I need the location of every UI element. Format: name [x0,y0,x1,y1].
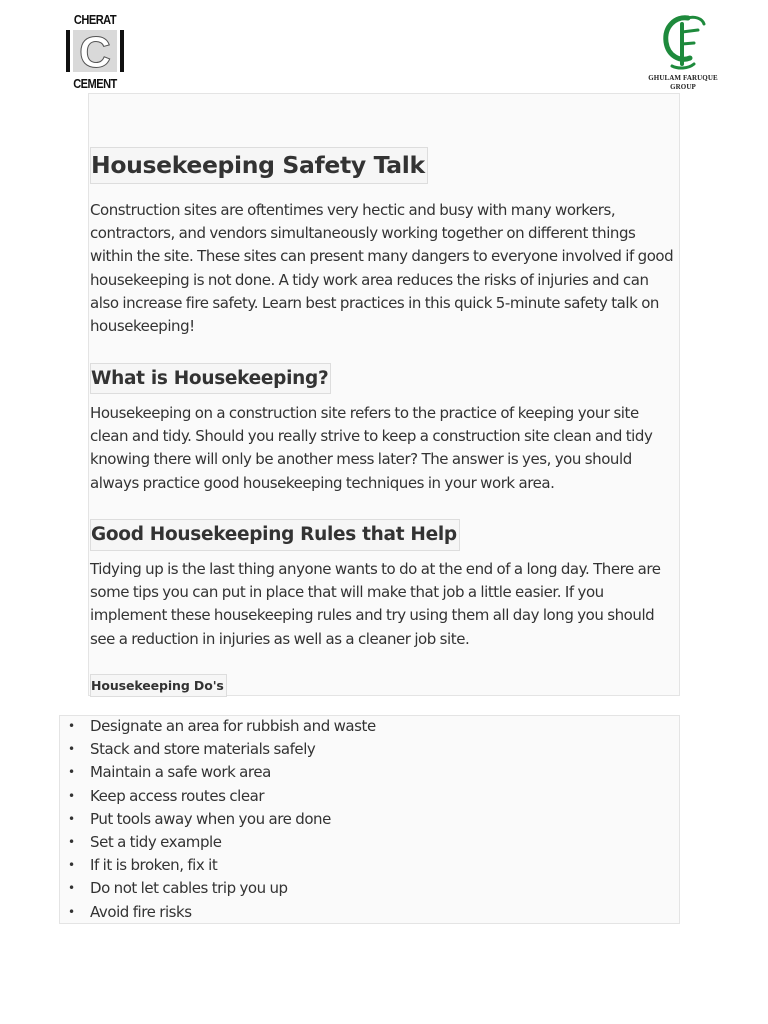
logo-top-word: CHERAT [73,12,117,27]
section-paragraph-what-is-housekeeping: Housekeeping on a construction site refers to the practice of keeping your site clean and tidy. Should you really strive to keep a construction site clean and tidy knowing there will only be another mess later? The answer is yes, you should always practice good housekeeping techniques in your work area. [90,404,653,492]
list-item-text: If it is broken, fix it [90,856,218,875]
section-heading-what-is-housekeeping: What is Housekeeping? [90,363,331,394]
bullet-icon: • [68,788,75,803]
list-item-text: Set a tidy example [90,833,222,852]
list-item-text: Maintain a safe work area [90,763,271,782]
logo-name-line2: GROUP [670,83,696,91]
dos-heading: Housekeeping Do's [90,674,227,697]
list-item-text: Avoid fire risks [90,902,192,921]
list-item [60,901,376,924]
bullet-icon: • [68,811,75,826]
intro-paragraph: Construction sites are oftentimes very hectic and busy with many workers, contractors, and vendors simultaneously working together on different things within the site. These sites can present many dangers to everyone involved if good housekeeping is not done. A tidy work area reduces the risks of injuries and can also increase fire safety. Learn best practices in this quick 5-minute safety talk on housekeeping! [90,201,674,336]
list-item [60,761,376,784]
bullet-icon: • [68,742,75,757]
bullet-icon: • [68,881,75,896]
list-item-text: Keep access routes clear [90,786,265,805]
list-item-text: Put tools away when you are done [90,809,331,828]
gf-monogram-icon [658,12,708,70]
list-item [60,808,376,831]
list-item [60,738,376,761]
bullet-icon: • [68,719,75,733]
list-item [60,715,376,738]
bullet-icon: • [68,904,75,919]
section-heading-good-housekeeping-rules: Good Housekeeping Rules that Help [90,519,460,551]
dos-list [60,715,376,924]
article-title: Housekeeping Safety Talk [90,147,428,184]
bullet-icon: • [68,858,75,873]
bullet-icon: • [68,835,75,850]
list-item-text: Designate an area for rubbish and waste [90,717,376,735]
logo-bottom-word: CEMENT [73,76,117,91]
ghulam-faruque-group-logo [644,12,722,94]
list-item [60,785,376,808]
bullet-icon: • [68,765,75,780]
list-item [60,854,376,877]
logo-letter: C [79,29,111,73]
list-item-text: Stack and store materials safely [90,740,316,759]
logo-group-name [644,74,722,92]
cherat-cement-logo [64,12,126,92]
section-paragraph-good-housekeeping-rules: Tidying up is the last thing anyone wants to do at the end of a long day. There are some tips you can put in place that will make that job a little easier. If you implement these housekeeping rules and try using them all day long you should see a reduction in injuries as well as a cleaner job site. [90,560,661,648]
cement-c-logo-icon [65,29,125,73]
list-item [60,877,376,900]
list-item [60,831,376,854]
logo-name-line1: GHULAM FARUQUE [648,74,718,82]
list-item-text: Do not let cables trip you up [90,879,288,898]
